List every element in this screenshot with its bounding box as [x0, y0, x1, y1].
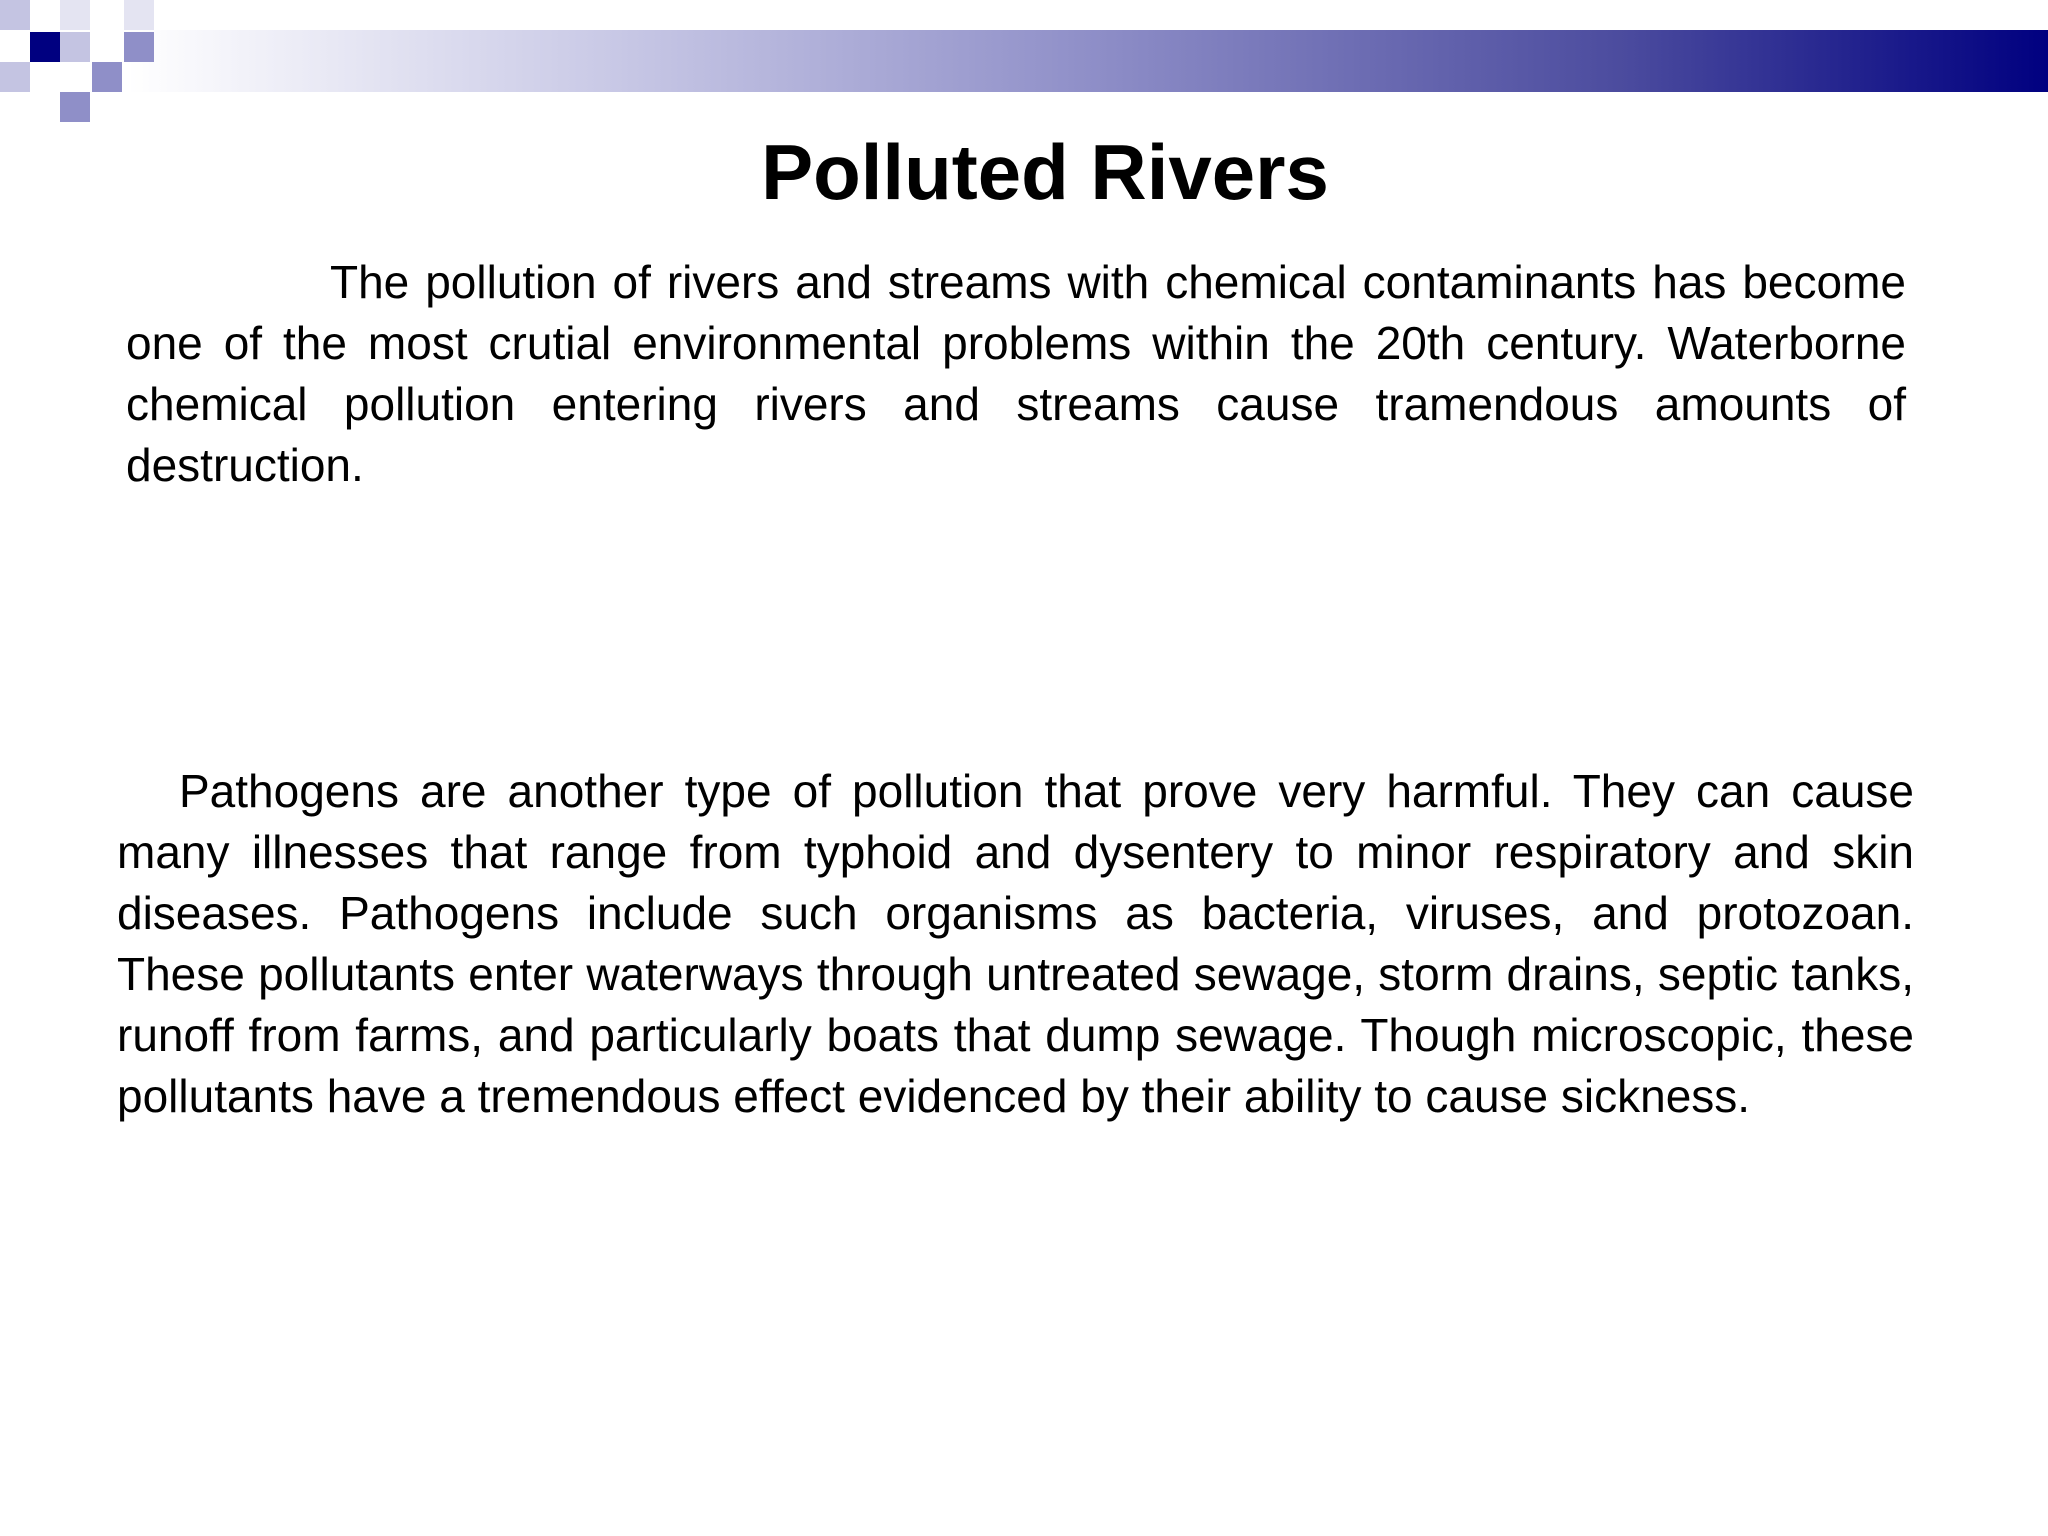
corner-square-mid — [92, 62, 122, 92]
slide-title: Polluted Rivers — [761, 128, 1329, 216]
corner-square-mid — [124, 32, 154, 62]
corner-square-pale — [124, 0, 154, 30]
corner-square-light — [0, 0, 30, 30]
paragraph-chemical-pollution: The pollution of rivers and streams with chemical contaminants has become one of the most crutial environmental problems within the 20th century. Waterborne chemical pollution entering rivers and streams cause tramendous amounts of destruction. — [126, 256, 1906, 491]
header-gradient-band — [128, 30, 2048, 92]
corner-square-pale — [60, 0, 90, 30]
corner-square-light — [0, 62, 30, 92]
corner-square-navy — [30, 32, 60, 62]
paragraph-pathogens: Pathogens are another type of pollution that prove very harmful. They can cause many illnesses that range from typhoid and dysentery to minor respiratory and skin diseases. Pathogens include such organisms as bacteria, viruses, and protozoan. These pollutants enter waterways through untreated sewage, storm drains, septic tanks, runoff from farms, and particularly boats that dump sewage. Though microscopic, these pollutants have a tremendous effect evidenced by their ability to cause sickness. — [117, 765, 1914, 1122]
corner-square-light — [60, 32, 90, 62]
corner-square-mid — [60, 92, 90, 122]
